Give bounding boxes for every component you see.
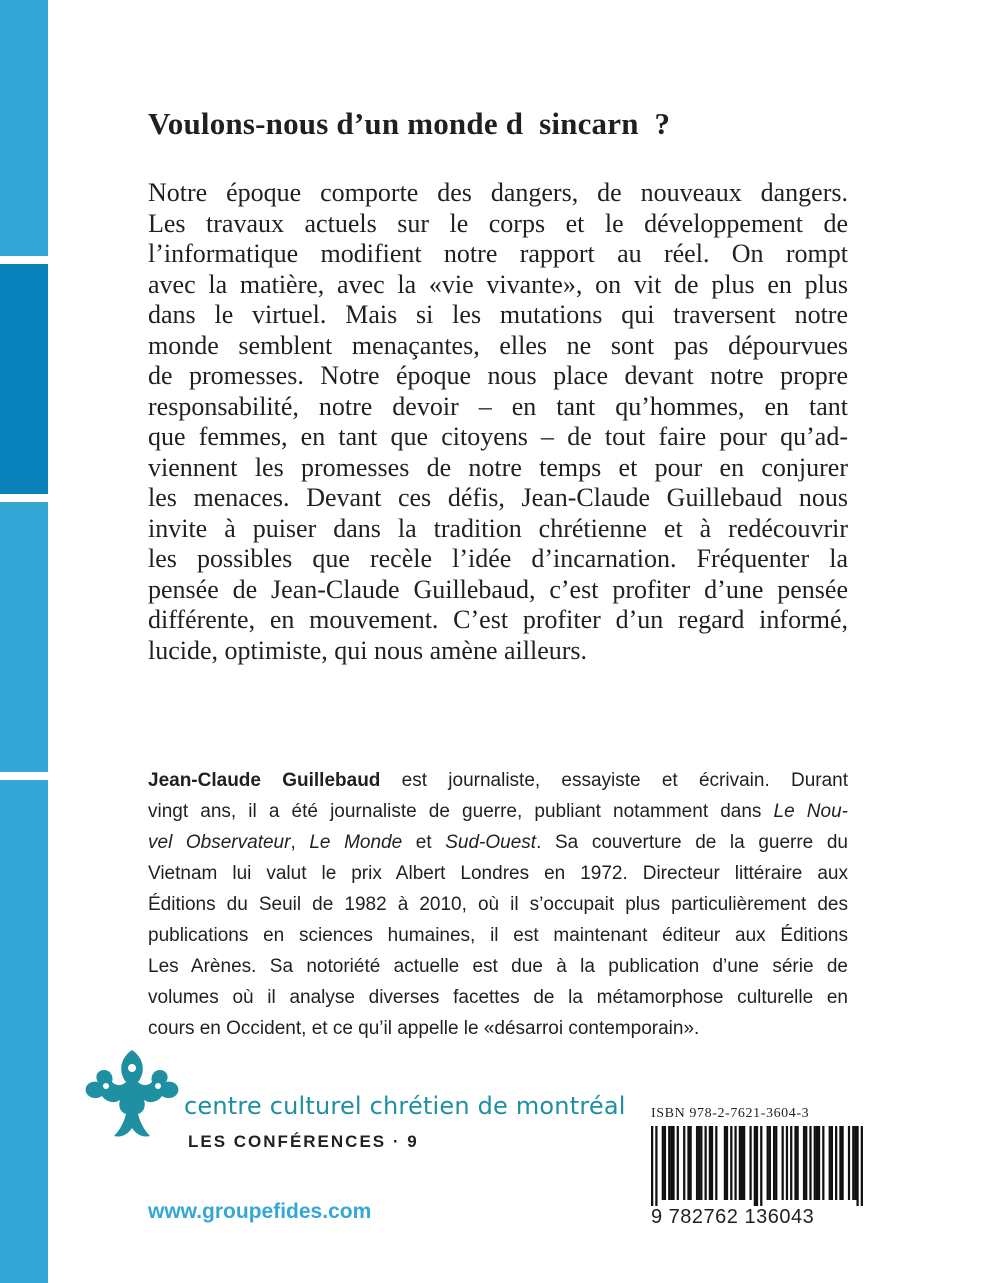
blurb-line: viennent les promesses de notre temps et pour en conjurer xyxy=(148,452,848,482)
barcode-bar xyxy=(818,1126,820,1200)
bio-line: Éditions du Seuil de 1982 à 2010, où il s’occupait plus particulièrement des xyxy=(148,894,848,915)
publisher-website-link[interactable]: www.groupefides.com xyxy=(148,1200,372,1223)
bio-line: Vietnam lui valut le prix Albert Londres en 1972. Directeur littéraire aux xyxy=(148,863,848,884)
barcode-bar xyxy=(756,1126,758,1206)
barcode-bar xyxy=(734,1126,736,1200)
bio-line xyxy=(148,827,848,858)
barcode-bar xyxy=(790,1126,792,1200)
barcode-bar xyxy=(852,1126,854,1200)
barcode-bar xyxy=(739,1126,741,1200)
barcode-bar xyxy=(668,1126,670,1200)
bio-line xyxy=(148,796,848,827)
author-name: Jean-Claude Guillebaud xyxy=(148,770,381,791)
blurb-text xyxy=(148,178,848,666)
blurb-line: monde semblent menaçantes, elles ne sont pas dépourvues xyxy=(148,330,848,360)
barcode-bar xyxy=(782,1126,784,1200)
spine-band-dark xyxy=(0,264,48,494)
spine-band-bottom xyxy=(0,780,48,1283)
blurb-line: les possibles que recèle l’idée d’incarnation. Fréquenter la xyxy=(148,544,848,573)
barcode-bar xyxy=(687,1126,689,1200)
barcode-bar xyxy=(705,1126,707,1200)
bio-publication: Sud-Ouest xyxy=(445,832,537,853)
barcode-bar xyxy=(775,1126,777,1200)
blurb-line: de promesses. Notre époque nous place devant notre propre xyxy=(148,361,848,390)
spine-band-middle xyxy=(0,502,48,772)
bio-text: vingt ans, il a été journaliste de guerre, publiant notamment dans xyxy=(148,801,774,822)
bio-publication: vel Observateur xyxy=(148,832,291,853)
barcode-bar xyxy=(822,1126,824,1200)
barcode-bar xyxy=(741,1126,743,1200)
blurb-line: l’informatique modifient notre rapport au réel. On rompt xyxy=(148,239,848,268)
fleur-de-lys-logo-icon xyxy=(80,1046,180,1146)
barcode xyxy=(651,1126,865,1206)
barcode-bar xyxy=(835,1126,837,1200)
bio-text: est journaliste, essayiste et écrivain. Durant xyxy=(380,770,848,791)
barcode-bar xyxy=(730,1126,732,1200)
barcode-bar xyxy=(848,1126,850,1200)
bio-text: , xyxy=(290,832,310,853)
blurb-line: invite à puiser dans la tradition chrétienne et à redécouvrir xyxy=(148,513,848,543)
blurb-line: Notre époque comporte des dangers, de nouveaux dangers. xyxy=(148,178,848,207)
blurb-line: que femmes, en tant que citoyens – de tout faire pour qu’ad- xyxy=(148,422,848,451)
barcode-bar xyxy=(715,1126,717,1200)
barcode-bar xyxy=(749,1126,751,1200)
isbn-label: ISBN 978-2-7621-3604-3 xyxy=(651,1106,810,1121)
series-label: LES CONFÉRENCES · 9 xyxy=(188,1132,419,1151)
spine-band-top xyxy=(0,0,48,256)
bio-line: publications en sciences humaines, il est maintenant éditeur aux Éditions xyxy=(148,925,848,946)
barcode-bar xyxy=(767,1126,769,1200)
barcode-bar xyxy=(672,1126,674,1200)
barcode-bar xyxy=(805,1126,807,1200)
barcode-bar xyxy=(743,1126,745,1200)
blurb-line: avec la matière, avec la «vie vivante», on vit de plus en plus xyxy=(148,269,848,299)
barcode-bar xyxy=(861,1126,863,1206)
barcode-bar xyxy=(696,1126,698,1200)
barcode-bar xyxy=(711,1126,713,1200)
barcode-bar xyxy=(670,1126,672,1200)
blurb-line: pensée de Jean-Claude Guillebaud, c’est profiter d’une pensée xyxy=(148,574,848,604)
barcode-bar xyxy=(664,1126,666,1200)
barcode-bar xyxy=(797,1126,799,1200)
barcode-bar xyxy=(754,1126,756,1206)
blurb-line: différente, en mouvement. C’est profiter d’un regard informé, xyxy=(148,605,848,634)
barcode-bar xyxy=(683,1126,685,1200)
bio-publication: Le Monde xyxy=(309,832,403,853)
barcode-bar xyxy=(709,1126,711,1200)
barcode-bar xyxy=(726,1126,728,1200)
blurb-line: Les travaux actuels sur le corps et le développement de xyxy=(148,208,848,238)
barcode-bar xyxy=(690,1126,692,1200)
barcode-bar xyxy=(662,1126,664,1200)
ean-digits: 9 782762 136043 xyxy=(651,1206,815,1228)
bio-text: . Sa couverture de la guerre du xyxy=(536,832,848,853)
barcode-bar xyxy=(794,1126,796,1200)
barcode-bar xyxy=(841,1126,843,1200)
bio-publication: Le Nou- xyxy=(773,801,848,822)
book-title: Voulons-nous d’un monde d sincarn ? xyxy=(148,106,671,141)
barcode-bar xyxy=(724,1126,726,1200)
barcode-bar xyxy=(698,1126,700,1200)
barcode-bar xyxy=(831,1126,833,1200)
barcode-bar xyxy=(829,1126,831,1200)
barcode-bar xyxy=(854,1126,856,1200)
barcode-bar xyxy=(700,1126,702,1200)
barcode-bar xyxy=(651,1126,653,1206)
barcode-bar xyxy=(786,1126,788,1200)
barcode-bar xyxy=(803,1126,805,1200)
barcode-bar xyxy=(773,1126,775,1200)
barcode-bar xyxy=(809,1126,811,1200)
barcode-bar xyxy=(655,1126,657,1206)
bio-line: Les Arènes. Sa notoriété actuelle est due à la publication d’une série de xyxy=(148,956,848,977)
blurb-line: les menaces. Devant ces défis, Jean-Claude Guillebaud nous xyxy=(148,483,848,512)
bio-line xyxy=(148,765,848,796)
barcode-bar xyxy=(839,1126,841,1200)
barcode-bar xyxy=(816,1126,818,1200)
blurb-line: responsabilité, notre devoir – en tant qu’hommes, en tant xyxy=(148,391,848,421)
barcode-bar xyxy=(769,1126,771,1200)
bio-line: volumes où il analyse diverses facettes de la métamorphose culturelle en xyxy=(148,987,848,1008)
blurb-line: lucide, optimiste, qui nous amène ailleurs. xyxy=(148,635,588,665)
centre-name: centre culturel chrétien de montréal xyxy=(184,1092,626,1120)
blurb-line: dans le virtuel. Mais si les mutations qui traversent notre xyxy=(148,300,848,329)
barcode-bar xyxy=(677,1126,679,1200)
barcode-bar xyxy=(856,1126,858,1206)
author-bio xyxy=(148,765,848,1044)
barcode-bar xyxy=(814,1126,816,1200)
bio-line: cours en Occident, et ce qu’il appelle le «désarroi contemporain». xyxy=(148,1018,700,1039)
bio-text: et xyxy=(402,832,446,853)
barcode-bar xyxy=(760,1126,762,1206)
